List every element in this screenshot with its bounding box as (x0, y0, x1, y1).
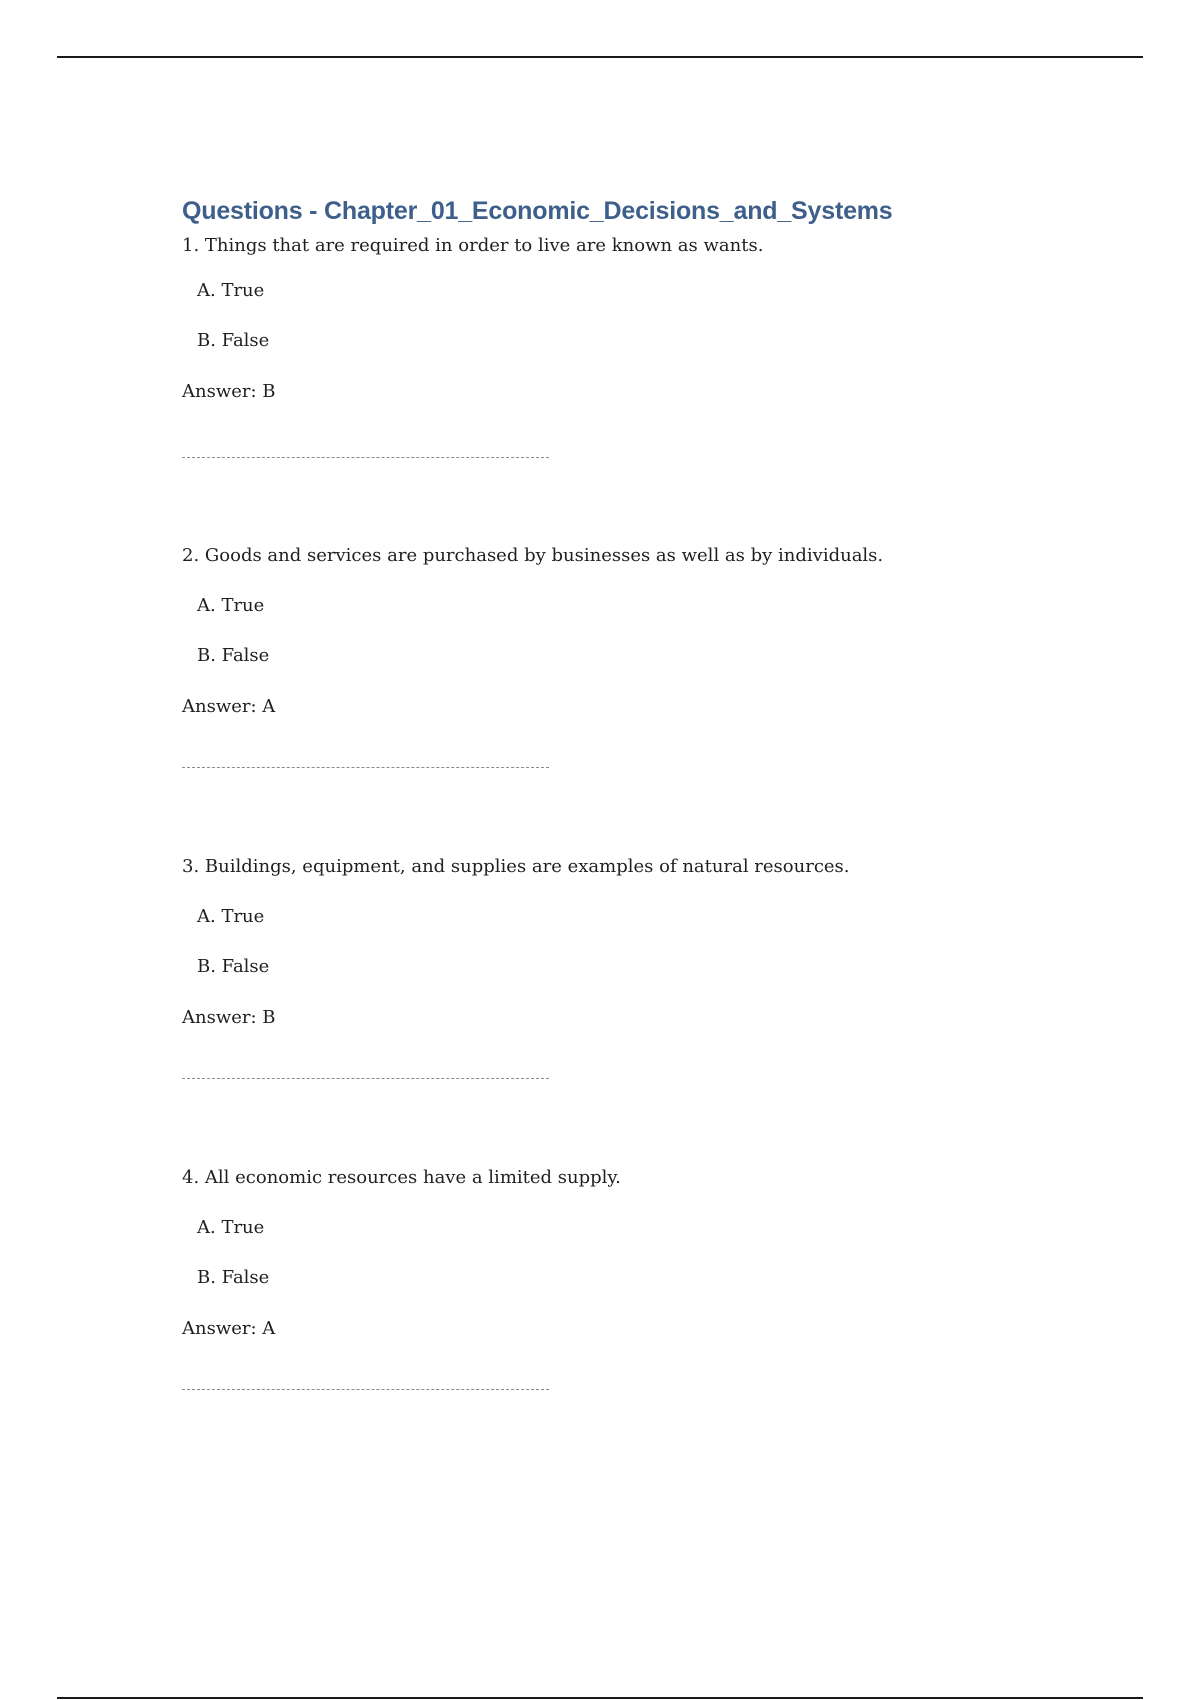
page-footer-rule (57, 1697, 1143, 1699)
answer-text: Answer: A (182, 1318, 276, 1339)
option-b: B. False (197, 645, 270, 666)
option-a: A. True (197, 906, 265, 927)
question-text: 4. All economic resources have a limited supply. (182, 1167, 621, 1188)
option-b: B. False (197, 1267, 270, 1288)
option-b: B. False (197, 330, 270, 351)
question-text: 3. Buildings, equipment, and supplies are examples of natural resources. (182, 856, 850, 877)
option-b: B. False (197, 956, 270, 977)
document-title: Questions - Chapter_01_Economic_Decisions_and_Systems (182, 197, 893, 225)
answer-text: Answer: A (182, 696, 276, 717)
question-3 (182, 854, 1122, 1028)
document-body (182, 193, 1122, 1339)
question-4 (182, 1165, 1122, 1339)
question-text: 2. Goods and services are purchased by businesses as well as by individuals. (182, 545, 884, 566)
option-a: A. True (197, 280, 265, 301)
question-separator (182, 457, 549, 458)
question-separator (182, 1389, 549, 1390)
option-a: A. True (197, 595, 265, 616)
question-separator (182, 1078, 549, 1079)
question-1 (182, 233, 1122, 402)
question-text: 1. Things that are required in order to live are known as wants. (182, 235, 764, 256)
answer-text: Answer: B (182, 381, 276, 402)
answer-text: Answer: B (182, 1007, 276, 1028)
page-header-rule (57, 56, 1143, 58)
option-a: A. True (197, 1217, 265, 1238)
question-2 (182, 543, 1122, 717)
question-separator (182, 767, 549, 768)
